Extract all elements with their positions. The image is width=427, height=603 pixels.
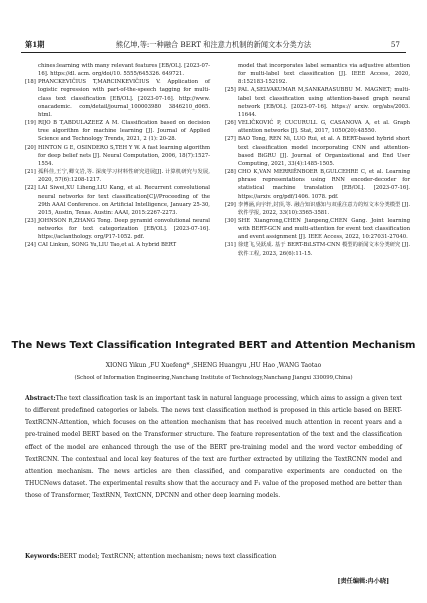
- reference-item: [225, 168, 410, 201]
- reference-number: [18]: [25, 79, 36, 86]
- reference-number: [23]: [25, 217, 36, 224]
- reference-number: [21]: [25, 169, 36, 176]
- reference-text: PAL A,SELVAKUMAR M,SANKARASUBBU M. MAGNET; multi-label text classification using attention-based graph neural network [EB/OL]. [2023-07-16]. https:// arxiv. org/abs/2003. 11644.: [238, 87, 410, 118]
- page-number: 57: [390, 40, 400, 49]
- reference-text: CHO K,VAN MERRIËNBOER B,GULCEHRE C, et al. Learning phrase representations using RNN encoder-decoder for statistical machine translation [EB/OL]. [2023-07-16]. https://arxiv. org/pdf/1406. 1078. pdf.: [238, 169, 410, 200]
- reference-number: [24]: [25, 242, 36, 249]
- reference-number: [20]: [25, 144, 36, 151]
- reference-text: LAI Siwei,XU Liheng,LIU Kang, et al. Recurrent convolutional neural networks for text classification[C]//Proceeding of the 29th AAAI Conference. on Artificial Intelligence, January 25-30, 2015, Austin, Texas. Austin: AAAI, 2015:2267-2273.: [38, 185, 210, 216]
- english-title: The News Text Classification Integrated BERT and Attention Mechanism: [11, 340, 416, 351]
- references-left-column: [25, 62, 210, 250]
- reference-item: [25, 241, 210, 249]
- reference-item: [25, 217, 210, 241]
- reference-text: 李博涵,向宇轩,封顶,等. 融合知识感知与双重注意力的短文本分类模型 [J]. 软件学报, 2022, 33(10):3565-3581.: [238, 201, 410, 216]
- editor-note: [责任编辑:冉小晓]: [337, 578, 389, 585]
- keywords: [25, 553, 402, 561]
- reference-text: JOHNSON R,ZHANG Tong. Deep pyramid convolutional neural networks for text categorization [EB/OL]. [2023-07-16]. https://aclanthology. org/P17-1052. pdf.: [38, 217, 210, 241]
- reference-number: [31]: [225, 242, 236, 249]
- reference-number: [27]: [225, 136, 236, 143]
- reference-number: [22]: [25, 185, 36, 192]
- reference-item: [25, 168, 210, 184]
- reference-text: RIJO B T,ABDULAZEEZ A M. Classification based on decision tree algorithm for machine learning [J]. Journal of Applied Science and Technology Trends, 2021, 2 (1): 20-28.: [38, 120, 210, 143]
- reference-number: [29]: [225, 201, 236, 208]
- issue-label: 第1期: [25, 40, 45, 49]
- running-title: 熊亿坤,等:一种融合 BERT 和注意力机制的新闻文本分类方法: [115, 40, 312, 49]
- reference-number: [28]: [225, 169, 236, 176]
- reference-number: [25]: [225, 87, 236, 94]
- keywords-text: BERT model; TextRCNN; attention mechanism; news text classification: [59, 553, 277, 560]
- reference-number: [19]: [25, 120, 36, 127]
- reference-item: [225, 135, 410, 168]
- references-right-column: [225, 62, 410, 258]
- abstract: [25, 393, 402, 502]
- reference-text: 徐建飞,吴跃成. 基于 BERT-BiLSTM-CNN 模型的新闻文本分类研究 [J]. 软件工程, 2023, 26(6):11-15.: [238, 242, 410, 257]
- reference-number: [30]: [225, 217, 236, 224]
- reference-text: chines:learning with many relevant features [EB/OL]. [2023-07-16]. https://dl. acm. org/doi/10. 5555/645326. 649721.: [38, 63, 210, 78]
- affiliation: (School of Information Engineering,Nanchang Institute of Technology,Nanchang Jiangxi 330099,China): [74, 375, 353, 381]
- abstract-label: Abstract:: [25, 395, 56, 402]
- reference-item: [225, 62, 410, 86]
- author-list: XIONG Yikun ,FU Xuefeng* ,SHENG Huangyu ,HU Hao ,WANG Taotao: [105, 362, 322, 369]
- reference-text: HINTON G E, OSINDERO S,TEH Y W. A fast learning algorithm for deep belief nets [J]. Neural Computation, 2006, 18(7):1527-1554.: [38, 144, 210, 167]
- reference-item: [25, 62, 210, 78]
- reference-item: [25, 144, 210, 168]
- reference-text: VELIČKOVIĆ P, CUCURULL G, CASANOVA A, et al. Graph attention networks [J]. Stat, 2017, 1050(20):48550.: [238, 120, 410, 135]
- reference-text: model that incorporates label semantics via adjustive attention for multi-label text classification [J]. IEEE Access, 2020, 8:152183-152192.: [238, 63, 410, 86]
- reference-item: [225, 201, 410, 217]
- reference-item: [225, 241, 410, 257]
- reference-text: PRANCKEVIČIUS T,MARCINKEVIČIUS V. Application of logistic regression with part-of-the-speech tagging for multi-class text classification [EB/OL]. [2023-07-16]. http://www. onacademic. com/detail/journal_100003980 3846210_d065. html.: [38, 79, 210, 118]
- reference-text: SHE Xiangrong,CHEN Jianpeng,CHEN Gang. Joint learning with BERT-GCN and multi-attention for event text classification and event assignment [J]. IEEE Access, 2022, 10:27031-27040.: [238, 217, 410, 241]
- reference-text: BAO Tong, REN Ni, LUO Rui, et al. A BERT-based hybrid short text classification model incorporating CNN and attention-based BiGRU [J]. Journal of Organizational and End User Computing, 2021, 33(4):1485-1505.: [238, 136, 410, 167]
- abstract-text: The text classification task is an important task in natural language processing, which aims to assign a given text to different predefined categories or labels. The news text classification method is proposed in this article based on BERT-TextRCNN-Attention, which focuses on the attention mechanism that has received much attention in recent years and a pre-trained model BERT based on the Transformer structure. The feature representation of the text and the classification effect of the model are enhanced through the use of the BERT pre-training model and the word vector embedding of TextRCNN. The contextual and local key features of the text are further extracted by utilizing the TextRCNN model and attention mechanism. The news articles are then classified, and comparative experiments are conducted on the THUCNews dataset. The experimental results show that the accuracy and F₁ value of the proposed method are better than those of Transformer, TextRNN, TextCNN, DPCNN and other deep learning models.: [25, 395, 402, 500]
- reference-number: [26]: [225, 120, 236, 127]
- reference-item: [25, 78, 210, 119]
- running-header: [21, 38, 406, 53]
- reference-item: [25, 119, 210, 143]
- reference-item: [25, 184, 210, 217]
- reference-item: [225, 217, 410, 241]
- keywords-label: Keywords:: [25, 553, 60, 560]
- reference-item: [225, 119, 410, 135]
- reference-text: CAI Linkun, SONG Yu,LIU Tao,et al. A hybrid BERT: [38, 242, 177, 249]
- reference-text: 孤科佳,王宁,卿文岩,等. 深度学习材料性研究进展[J]. 计算机研究与发展, 2020, 57(6):1208-1217.: [38, 169, 210, 184]
- reference-item: [225, 86, 410, 119]
